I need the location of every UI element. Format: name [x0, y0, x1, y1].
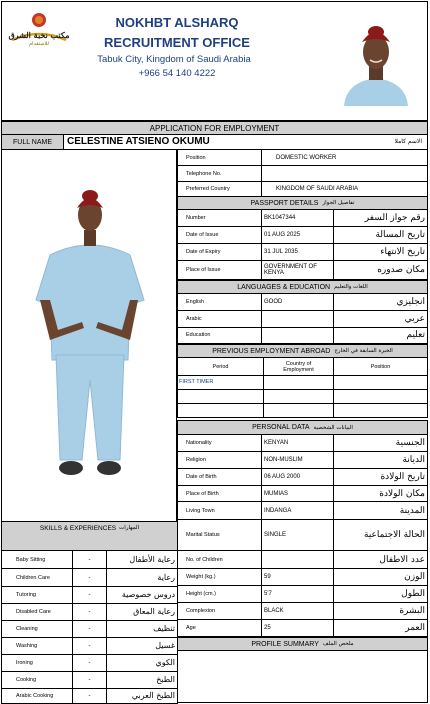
body-photo-area	[1, 150, 177, 521]
logo-arabic-sub: للاستقدام	[29, 41, 49, 47]
form-title-text: APPLICATION FOR EMPLOYMENT	[149, 123, 280, 133]
personal-row-value-cell	[261, 502, 334, 520]
company-name-2: RECRUITMENT OFFICE	[104, 35, 250, 50]
personal-row-label: Living Town	[186, 507, 215, 514]
personal-row-arabic-cell	[333, 551, 428, 569]
company-phone: +966 54 140 4222	[138, 68, 216, 79]
skill-arabic-cell	[106, 569, 178, 587]
passport-row-arabic-cell	[333, 210, 428, 227]
skill-label: Baby Sitting	[16, 556, 46, 563]
passport-row-label: Date of Expiry	[186, 249, 221, 255]
skill-arabic: غسيل	[155, 641, 175, 650]
personal-row-value-cell	[261, 452, 334, 469]
skill-label: Tutoring	[16, 591, 36, 598]
passport-row-value-cell	[261, 244, 334, 261]
headshot-photo	[336, 20, 416, 106]
skill-arabic-cell	[106, 671, 178, 689]
language-row-value-cell	[261, 294, 334, 311]
skill-label-cell	[1, 637, 73, 655]
personal-row-label-cell	[177, 603, 262, 620]
personal-row-label-cell	[177, 569, 262, 586]
personal-row-arabic: تاريخ الولادة	[380, 472, 425, 482]
previous-employment-section-title-arabic: الخبرة السابقة في الخارج	[334, 348, 393, 354]
personal-row-value-cell	[261, 603, 334, 620]
passport-row-value-cell	[261, 210, 334, 227]
personal-row-arabic-cell	[333, 435, 428, 452]
passport-row-label: Number	[186, 215, 206, 221]
personal-row-value-cell	[261, 620, 334, 637]
skill-arabic-cell	[106, 603, 178, 621]
full-name-label: FULL NAME	[12, 138, 53, 146]
company-logo	[4, 10, 74, 52]
skill-label-cell	[1, 586, 73, 604]
personal-row-arabic: البشرة	[399, 606, 425, 616]
personal-row-value-cell	[261, 486, 334, 502]
personal-row-value: 59	[264, 574, 271, 580]
skill-label: Cleaning	[16, 625, 38, 632]
personal-row-value: 5'7	[264, 591, 272, 597]
skill-arabic-cell	[106, 637, 178, 655]
personal-row-arabic-cell	[333, 452, 428, 469]
personal-row-value: SINGLE	[264, 532, 287, 538]
passport-row-label-cell	[177, 227, 262, 244]
full-name-value-cell	[63, 135, 428, 150]
personal-row-value: KENYAN	[264, 440, 289, 446]
previous-employment-cell	[263, 390, 334, 404]
personal-row-value: 25	[264, 625, 271, 631]
personal-row-arabic: الجنسية	[395, 438, 425, 448]
skill-arabic: تنظيف	[153, 624, 175, 633]
header	[1, 1, 428, 121]
personal-row-arabic: الديانة	[402, 455, 425, 465]
form-title	[1, 121, 428, 135]
job-row-value-cell	[261, 150, 428, 166]
skill-label: Arabic Cooking	[16, 692, 54, 699]
personal-data-section-title: PERSONAL DATA	[252, 424, 310, 431]
language-row-arabic: تعليم	[406, 330, 425, 340]
skill-arabic: الكوي	[155, 658, 175, 667]
personal-row-value: INDANGA	[264, 507, 292, 514]
personal-row-arabic: المدينة	[399, 505, 425, 516]
personal-row-label-cell	[177, 586, 262, 603]
skill-value: -	[88, 608, 91, 615]
personal-row-value-cell	[261, 569, 334, 586]
skill-value: -	[88, 591, 91, 598]
personal-row-arabic-cell	[333, 520, 428, 551]
personal-row-label: Nationality	[186, 440, 212, 446]
skill-value: -	[88, 692, 91, 699]
languages-section	[177, 280, 428, 294]
job-row-label: Position	[186, 154, 206, 161]
passport-row-label: Date of Issue	[186, 232, 219, 238]
language-row-label: English	[186, 299, 205, 305]
personal-row-value: 06 AUG 2000	[264, 474, 301, 480]
skill-value-cell	[72, 551, 107, 569]
passport-row-value: GOVERNMENT OF KENYA	[264, 264, 317, 276]
language-row-arabic-cell	[333, 327, 428, 344]
language-row-value-cell	[261, 311, 334, 328]
skill-value-cell	[72, 637, 107, 655]
skill-arabic: رعاية الأطفال	[129, 555, 175, 564]
personal-row-arabic-cell	[333, 569, 428, 586]
passport-row-value: 31 JUL 2035	[264, 249, 298, 255]
profile-summary-box	[177, 651, 428, 703]
skill-arabic: رعاية	[157, 573, 175, 582]
language-row-label-cell	[177, 311, 262, 328]
passport-row-value: 01 AUG 2025	[264, 232, 301, 238]
personal-row-label: Date of Birth	[186, 474, 217, 480]
passport-row-arabic-cell	[333, 244, 428, 261]
skill-arabic-cell	[106, 688, 178, 704]
personal-row-label: No. of Children	[186, 556, 223, 563]
job-row-label-cell	[177, 166, 262, 182]
personal-data-section-title-arabic: البيانات الشخصية	[313, 424, 353, 431]
personal-row-arabic: الطول	[401, 589, 425, 599]
personal-row-label-cell	[177, 435, 262, 452]
job-row-value: DOMESTIC WORKER	[276, 154, 337, 161]
passport-row-label-cell	[177, 210, 262, 227]
personal-row-arabic-cell	[333, 620, 428, 637]
previous-employment-cell	[177, 390, 264, 404]
skill-arabic-cell	[106, 654, 178, 672]
personal-row-label-cell	[177, 551, 262, 569]
passport-row-label: Place of Issue	[186, 267, 221, 273]
passport-row-label-cell	[177, 244, 262, 261]
job-row-label-cell	[177, 150, 262, 166]
language-row-arabic-cell	[333, 294, 428, 311]
personal-row-label: Complexion	[186, 608, 216, 614]
skills-section-title: SKILLS & EXPERIENCES	[39, 525, 117, 532]
language-row-arabic: عربي	[404, 314, 425, 324]
passport-section-title: PASSPORT DETAILS	[250, 199, 319, 207]
personal-row-label: Weight (kg.)	[186, 574, 216, 580]
skill-label-cell	[1, 654, 73, 672]
col-position-label: Position	[370, 363, 391, 370]
full-name-label-cell	[1, 135, 64, 150]
job-row-value-cell	[261, 166, 428, 182]
skill-label: Children Care	[16, 574, 50, 581]
previous-employment-section	[177, 344, 428, 358]
personal-row-label: Height (cm.)	[186, 591, 216, 597]
personal-row-arabic: العمر	[405, 623, 425, 633]
personal-row-label-cell	[177, 486, 262, 502]
language-row-label-cell	[177, 294, 262, 311]
personal-row-label: Age	[186, 625, 196, 631]
skill-label-cell	[1, 688, 73, 704]
skill-value: -	[88, 574, 91, 581]
personal-row-label: Religion	[186, 457, 206, 463]
col-country-label: Country of Employment	[283, 360, 314, 373]
skill-arabic: دروس خصوصية	[121, 590, 175, 599]
profile-summary-section-title-arabic: ملخص الملف	[322, 641, 354, 647]
skill-arabic: الطبخ	[156, 675, 175, 684]
skill-value-cell	[72, 671, 107, 689]
passport-row-arabic: تاريخ المسالة	[375, 230, 425, 240]
previous-employment-cell	[333, 390, 428, 404]
skill-label-cell	[1, 671, 73, 689]
passport-row-value-cell	[261, 261, 334, 280]
personal-row-value: BLACK	[264, 608, 284, 614]
passport-row-value-cell	[261, 227, 334, 244]
logo-arabic-text: مكتب نخبة الشرق	[8, 30, 70, 40]
skill-arabic-cell	[106, 620, 178, 638]
passport-row-arabic-cell	[333, 227, 428, 244]
full-name-arabic: الاسم كاملا	[394, 138, 422, 145]
previous-employment-cell	[333, 376, 428, 390]
company-city: Tabuk City, Kingdom of Saudi Arabia	[97, 54, 251, 65]
job-row-value: KINGDOM OF SAUDI ARABIA	[276, 185, 359, 192]
passport-row-arabic: مكان صدوره	[377, 265, 425, 275]
skill-value: -	[88, 556, 91, 563]
previous-employment-cell	[263, 404, 334, 418]
skill-label: Disabled Care	[16, 608, 51, 615]
personal-row-label: Marital Status	[186, 532, 220, 538]
previous-employment-cell	[177, 404, 264, 418]
skill-label-cell	[1, 603, 73, 621]
previous-employment-cell	[177, 376, 264, 390]
col-period-label: Period	[212, 363, 229, 370]
first-timer-label: FIRST TIMER	[179, 379, 214, 385]
personal-row-arabic-cell	[333, 486, 428, 502]
skill-arabic: رعاية المعاق	[133, 607, 175, 616]
profile-summary-section	[177, 637, 428, 651]
company-name: NOKHBT ALSHARQ	[115, 15, 239, 30]
personal-row-label-cell	[177, 469, 262, 486]
personal-data-section	[177, 420, 428, 435]
personal-row-value: NON-MUSLIM	[264, 457, 303, 463]
passport-section	[177, 196, 428, 210]
personal-row-value-cell	[261, 469, 334, 486]
personal-row-label-cell	[177, 520, 262, 551]
job-row-value-cell	[261, 181, 428, 197]
language-row-value: GOOD	[264, 299, 283, 305]
personal-row-value-cell	[261, 520, 334, 551]
personal-row-value-cell	[261, 551, 334, 569]
personal-row-label-cell	[177, 502, 262, 520]
personal-row-label-cell	[177, 620, 262, 637]
personal-row-arabic-cell	[333, 469, 428, 486]
previous-employment-col-period	[177, 358, 264, 376]
profile-summary-section-title: PROFILE SUMMARY	[251, 640, 319, 648]
skills-section	[1, 521, 178, 551]
full-name-value: CELESTINE ATSIENO OKUMU	[67, 136, 210, 147]
job-row-label: Telephone No.	[186, 170, 222, 177]
skills-section-title-arabic: المهارات	[119, 525, 140, 531]
full-body-photo	[2, 150, 176, 521]
skill-label: Washing	[16, 642, 38, 649]
personal-row-arabic: مكان الولادة	[379, 488, 425, 499]
passport-row-value: BK1047344	[264, 215, 296, 221]
skill-value: -	[88, 642, 91, 649]
personal-row-arabic-cell	[333, 603, 428, 620]
personal-row-arabic-cell	[333, 586, 428, 603]
personal-row-value-cell	[261, 435, 334, 452]
personal-row-arabic: الحالة الاجتماعية	[364, 530, 425, 540]
skill-value-cell	[72, 688, 107, 704]
passport-row-arabic: تاريخ الانتهاء	[380, 247, 425, 257]
skill-label-cell	[1, 569, 73, 587]
job-row-label: Preferred Country	[186, 185, 230, 192]
skill-value-cell	[72, 620, 107, 638]
personal-row-label: Place of Birth	[186, 490, 219, 497]
previous-employment-col-position	[333, 358, 428, 376]
personal-row-label-cell	[177, 452, 262, 469]
job-row-label-cell	[177, 181, 262, 197]
language-row-value-cell	[261, 327, 334, 344]
previous-employment-cell	[333, 404, 428, 418]
languages-section-title-arabic: اللغات والتعليم	[334, 284, 368, 290]
passport-row-arabic-cell	[333, 261, 428, 280]
language-row-label: Arabic	[186, 316, 202, 322]
language-row-arabic: انجليزي	[396, 297, 425, 307]
skill-arabic-cell	[106, 586, 178, 604]
skill-arabic: الطبخ العربي	[131, 691, 175, 700]
skill-value: -	[88, 625, 91, 632]
personal-row-value-cell	[261, 586, 334, 603]
previous-employment-col-country	[263, 358, 334, 376]
skill-label: Ironing	[16, 659, 33, 666]
previous-employment-cell	[263, 376, 334, 390]
skill-value: -	[88, 659, 91, 666]
previous-employment-section-title: PREVIOUS EMPLOYMENT ABROAD	[212, 347, 331, 355]
personal-row-value: MUMIAS	[264, 490, 288, 497]
personal-row-arabic-cell	[333, 502, 428, 520]
passport-row-label-cell	[177, 261, 262, 280]
skill-value: -	[88, 676, 91, 683]
skill-label-cell	[1, 620, 73, 638]
personal-row-arabic: عدد الاطفال	[379, 554, 425, 565]
skill-value-cell	[72, 654, 107, 672]
passport-row-arabic: رقم جواز السفر	[364, 213, 425, 223]
skill-value-cell	[72, 586, 107, 604]
skill-arabic-cell	[106, 551, 178, 569]
skill-value-cell	[72, 603, 107, 621]
language-row-arabic-cell	[333, 311, 428, 328]
language-row-label-cell	[177, 327, 262, 344]
passport-section-title-arabic: تفاصيل الجواز	[322, 200, 355, 206]
language-row-label: Education	[186, 332, 211, 338]
personal-row-arabic: الوزن	[404, 572, 425, 582]
skill-label-cell	[1, 551, 73, 569]
skill-value-cell	[72, 569, 107, 587]
languages-section-title: LANGUAGES & EDUCATION	[237, 283, 331, 291]
skill-label: Cooking	[16, 676, 37, 683]
